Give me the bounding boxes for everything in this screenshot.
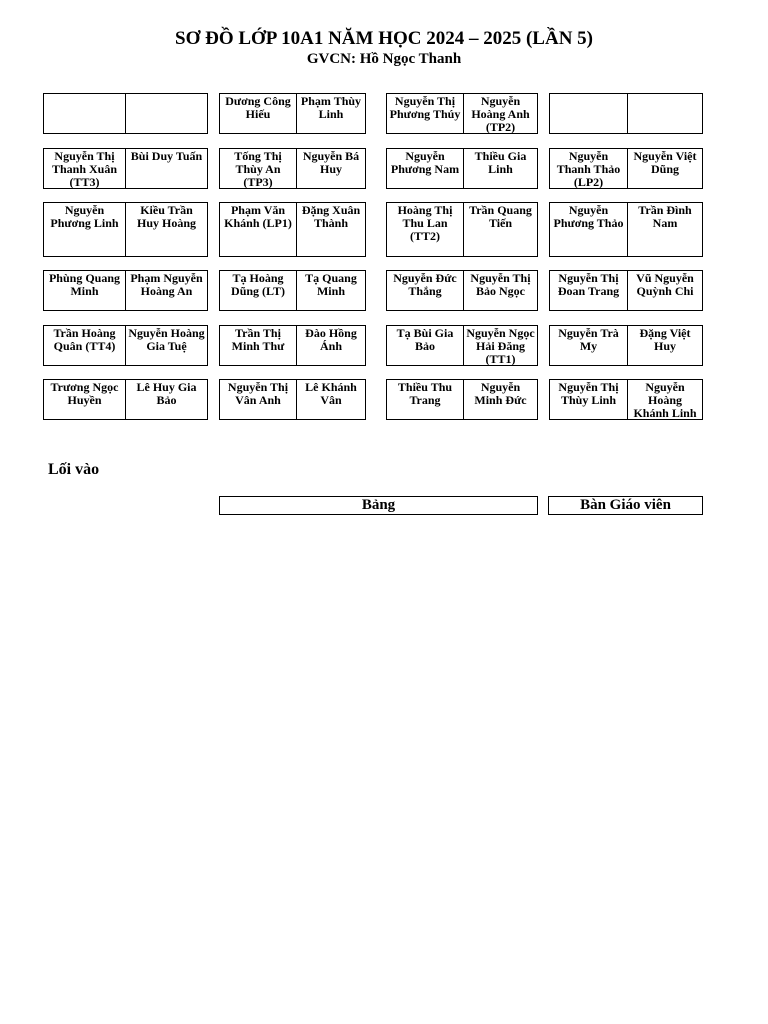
seat-left: Nguyễn Thị Đoan Trang	[550, 271, 628, 310]
seat-right	[628, 94, 702, 133]
seat-right: Bùi Duy Tuấn	[130, 149, 203, 163]
seat-right: Đặng Việt Huy	[639, 326, 691, 353]
seat-left: Nguyễn Thị Thùy Linh	[550, 380, 628, 419]
seat-left: Trần Hoàng Quân (TT4)	[44, 326, 126, 365]
seat-right: Đặng Xuân Thành	[301, 203, 361, 230]
seat-left: Thiều Thu Trang	[387, 380, 464, 419]
desk-r5-c3	[386, 325, 538, 366]
board: Bảng	[219, 496, 538, 515]
page-title: SƠ ĐỒ LỚP 10A1 NĂM HỌC 2024 – 2025 (LẦN 5)	[175, 28, 593, 49]
seat-right: Nguyễn Hoàng Gia Tuệ	[128, 326, 205, 353]
seat-left: Trương Ngọc Huyền	[44, 380, 126, 419]
desk-r6-c2	[219, 379, 366, 420]
seat-left	[550, 94, 628, 133]
desk-r4-c3	[386, 270, 538, 311]
seat-right: Đào Hồng Ánh	[305, 326, 357, 353]
homeroom-teacher: GVCN: Hồ Ngọc Thanh	[306, 51, 462, 67]
seat-left: Nguyễn Thị Vân Anh	[220, 380, 297, 419]
seat-right: Trần Đình Nam	[638, 203, 692, 230]
seat-left: Tạ Bùi Gia Bảo	[387, 326, 464, 365]
desk-r2-c2	[219, 148, 366, 189]
desk-r5-c1	[43, 325, 208, 366]
seat-left: Nguyễn Đức Thắng	[387, 271, 464, 310]
desk-r4-c2	[219, 270, 366, 311]
desk-r4-c4	[549, 270, 703, 311]
seat-right: Phạm Thùy Linh	[300, 94, 362, 121]
seat-right: Phạm Nguyễn Hoàng An	[130, 271, 203, 298]
seat-right: Trần Quang Tiến	[469, 203, 532, 230]
seat-left: Phạm Văn Khánh (LP1)	[220, 203, 297, 256]
desk-r3-c2	[219, 202, 366, 257]
seat-left: Nguyễn Thị Thanh Xuân (TT3)	[44, 149, 126, 188]
desk-r1-c1	[43, 93, 208, 134]
desk-r6-c4	[549, 379, 703, 420]
seat-right: Nguyễn Ngọc Hải Đăng (TT1)	[466, 326, 535, 365]
seat-left: Tống Thị Thùy An (TP3)	[220, 149, 297, 188]
seat-left: Hoàng Thị Thu Lan (TT2)	[387, 203, 464, 256]
teacher-desk: Bàn Giáo viên	[548, 496, 703, 515]
desk-r4-c1	[43, 270, 208, 311]
seat-right: Lê Khánh Vân	[305, 380, 357, 407]
desk-r3-c4	[549, 202, 703, 257]
seat-left: Nguyễn Trà My	[550, 326, 628, 365]
desk-r3-c3	[386, 202, 538, 257]
entrance-label: Lối vào	[48, 461, 100, 478]
seat-right: Nguyễn Minh Đức	[474, 380, 527, 407]
seat-right: Lê Huy Gia Bảo	[136, 380, 197, 407]
desk-r1-c2	[219, 93, 366, 134]
seat-right: Kiều Trần Huy Hoàng	[136, 203, 196, 230]
seat-left: Nguyễn Phương Nam	[387, 149, 464, 188]
seat-left	[44, 94, 126, 133]
seat-left: Trần Thị Minh Thư	[220, 326, 297, 365]
desk-r5-c4	[549, 325, 703, 366]
seat-left: Nguyễn Thị Phương Thúy	[387, 94, 464, 133]
desk-r2-c1	[43, 148, 208, 189]
desk-r1-c3	[386, 93, 538, 134]
seat-left: Tạ Hoàng Dũng (LT)	[220, 271, 297, 310]
seat-right: Vũ Nguyễn Quỳnh Chi	[636, 271, 694, 298]
seat-left: Nguyễn Thanh Thảo (LP2)	[550, 149, 628, 188]
seat-left: Phùng Quang Minh	[44, 271, 126, 310]
desk-r2-c3	[386, 148, 538, 189]
desk-r6-c3	[386, 379, 538, 420]
seat-right: Nguyễn Thị Bảo Ngọc	[470, 271, 531, 298]
seat-left: Nguyễn Phương Thảo	[550, 203, 628, 256]
desk-r1-c4	[549, 93, 703, 134]
seat-right: Nguyễn Việt Dũng	[633, 149, 697, 176]
seat-right	[126, 94, 207, 133]
desk-r3-c1	[43, 202, 208, 257]
seat-left: Dương Công Hiếu	[220, 94, 297, 133]
desk-r6-c1	[43, 379, 208, 420]
desk-r2-c4	[549, 148, 703, 189]
seat-left: Nguyễn Phương Linh	[44, 203, 126, 256]
desk-r5-c2	[219, 325, 366, 366]
seat-right: Thiều Gia Linh	[474, 149, 527, 176]
seat-right: Nguyễn Bá Huy	[302, 149, 360, 176]
seat-right: Nguyễn Hoàng Anh (TP2)	[471, 94, 530, 133]
seat-right: Tạ Quang Minh	[305, 271, 357, 298]
seat-right: Nguyễn Hoàng Khánh Linh	[633, 380, 697, 419]
